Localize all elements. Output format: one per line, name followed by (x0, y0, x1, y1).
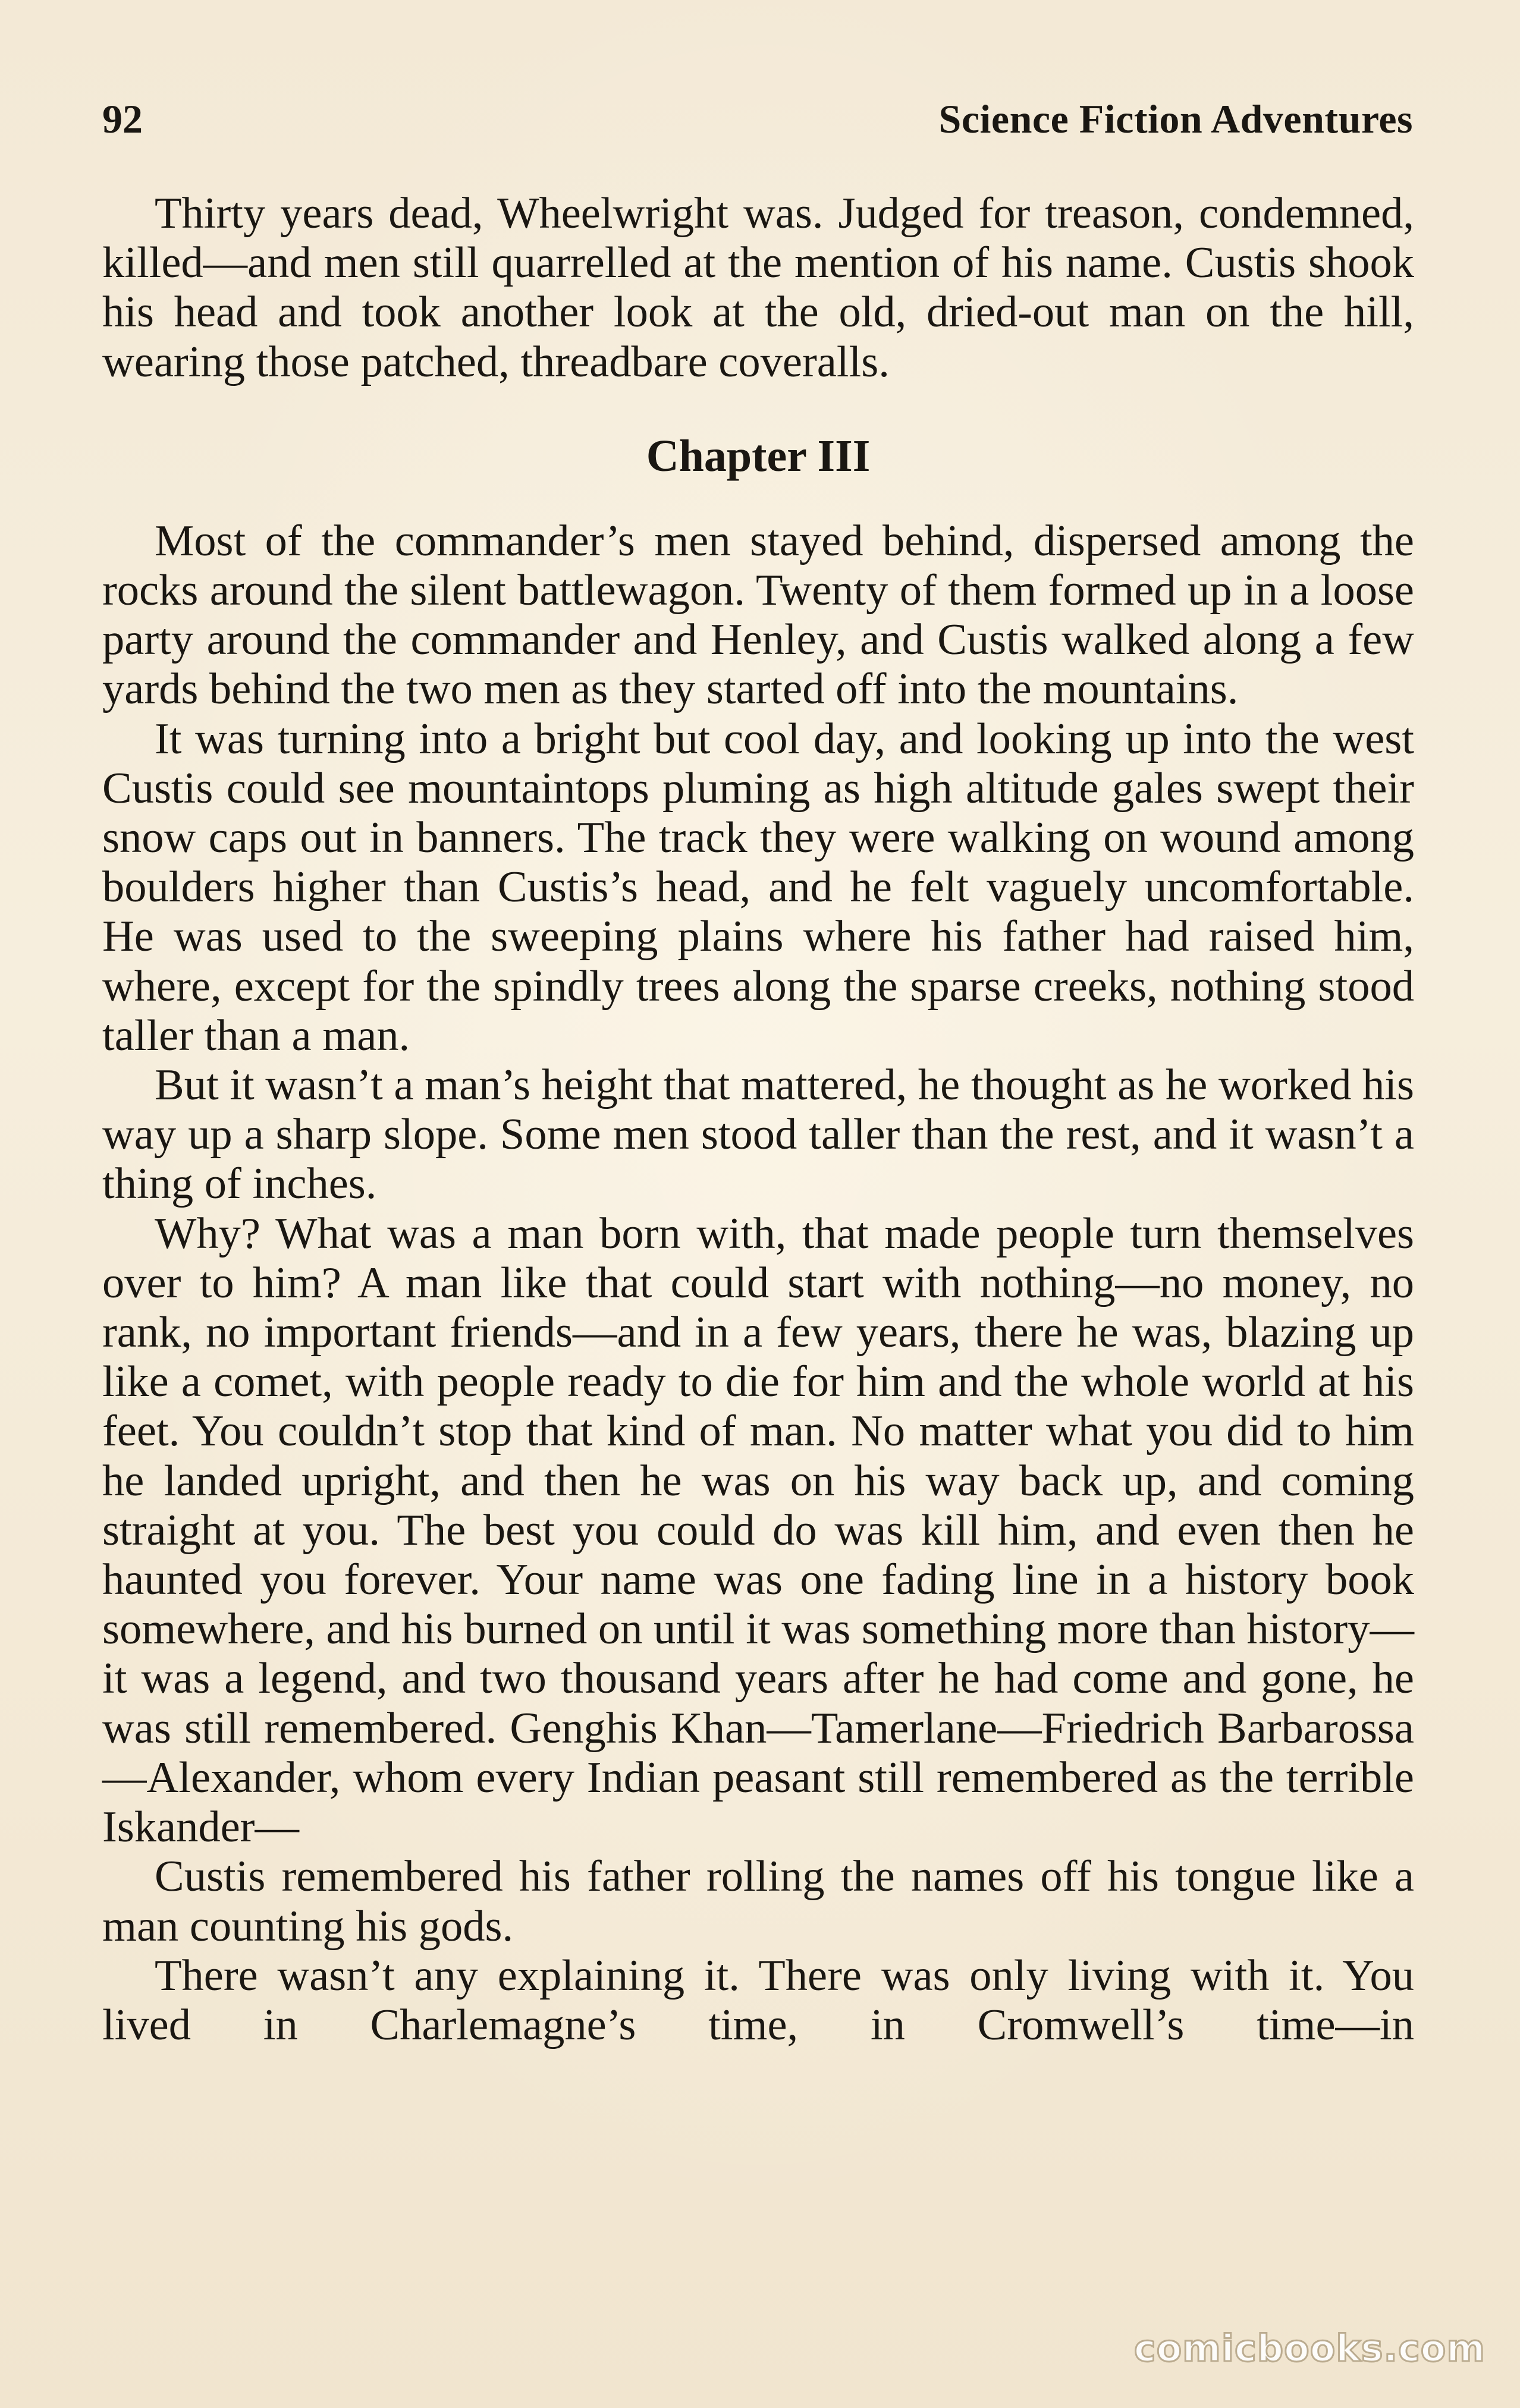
chapter-heading: Chapter III (646, 430, 871, 481)
paragraph: But it wasn’t a man’s height that mattered, he thought as he worked his way up a sharp slope. Some men stood taller than the rest, and it wasn’t a thing of inches. (102, 1061, 1414, 1209)
paragraph: Most of the commander’s men stayed behind, dispersed among the rocks around the silent battlewagon. Twenty of them formed up in a loose party around the commander and Henley, and Custis walked along a few yards behind the two men as they started off into the mountains. (102, 516, 1414, 714)
body-text (102, 189, 1414, 2050)
paragraph: Custis remembered his father rolling the names off his tongue like a man counting his gods. (102, 1852, 1414, 1951)
watermark: comicbooks.com (1133, 2327, 1486, 2370)
running-title: Science Fiction Adventures (938, 96, 1413, 142)
paragraph: Why? What was a man born with, that made people turn themselves over to him? A man like that could start with nothing—no money, no rank, no important friends—and in a few years, there he was, blazing up like a comet, with people ready to die for him and the whole world at his feet. You couldn’t stop that kind of man. No matter what you did to him he landed upright, and then he was on his way back up, and coming straight at you. The best you could do was kill him, and even then he haunted you forever. Your name was one fading line in a history book somewhere, and his burned on until it was something more than history—it was a legend, and two thousand years after he had come and gone, he was still remembered. Genghis Khan—Tamerlane—Friedrich Barbarossa—Alexander, whom every Indian peasant still remembered as the terrible Iskander— (102, 1209, 1414, 1852)
opening-paragraph: Thirty years dead, Wheelwright was. Judged for treason, condemned, killed—and men still quarrelled at the mention of his name. Custis shook his head and took another look at the old, dried-out man on the hill, wearing those patched, threadbare coveralls. (102, 189, 1414, 386)
page-number: 92 (102, 96, 143, 142)
paragraph: There wasn’t any explaining it. There was only living with it. You lived in Charlemagne’s time, in Cromwell’s time—in (102, 1951, 1414, 2049)
running-head (102, 89, 1413, 149)
paragraph: It was turning into a bright but cool day, and looking up into the west Custis could see mountaintops pluming as high altitude gales swept their snow caps out in banners. The track they were walking on wound among boulders higher than Custis’s head, and he felt vaguely uncomfortable. He was used to the sweeping plains where his father had raised him, where, except for the spindly trees along the sparse creeks, nothing stood taller than a man. (102, 714, 1414, 1060)
